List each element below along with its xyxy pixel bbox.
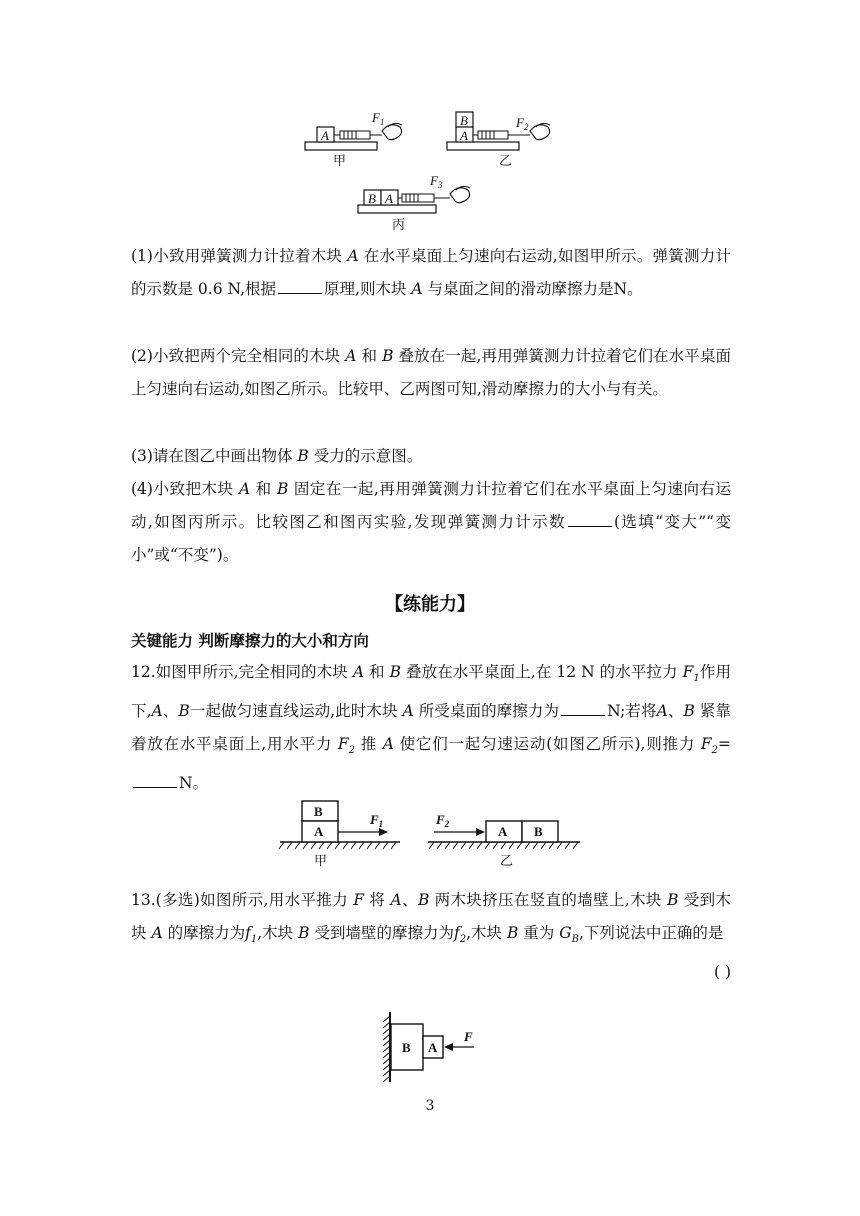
q12-c: 叠放在水平桌面上,在 12 N 的水平拉力 [406,663,678,681]
q13-f: 的摩擦力为 [167,924,246,942]
q13-d: 两木块挤压在竖直的墙壁上,木块 [434,891,662,909]
q12-g: 所受桌面的摩擦力为 [418,702,560,721]
fig2-jia-block-b: B [314,804,323,819]
q11-part1 [131,240,731,306]
q13-gb: $G_B$ [559,924,579,946]
fig2-yi-block-a: A [498,824,508,839]
q11-p4-c: 固定在一起,再用弹簧测力计拉着它们在水平桌面上匀速向右运动,如图丙所示。比较图乙和图丙实验,发现弹簧测力计示数 [131,480,731,531]
q12-d: 作用下, [131,663,731,721]
q13-b: 将 [369,891,386,909]
q13-f2: $f_2$ [453,924,467,946]
fig2-yi-block-b: B [534,824,543,839]
fig1-bing-block-a: A [385,191,393,206]
q11-p2-d: 有关。 [621,380,668,398]
q13-a: 13.(多选)如图所示,用水平推力 [131,891,349,909]
q11-p1-var-a: A [347,247,359,265]
q12-var-a5: A [382,735,394,754]
q11-p2-b: 和 [361,347,378,365]
q13-c: 、 [401,891,418,909]
fig2-force-f1: $F_1$ [370,812,384,829]
q13-var-f: F [353,891,365,909]
q11-p4-var-b: B [277,480,289,498]
q12-var-a: A [352,663,365,681]
q11-p3-a: (3)请在图乙中画出物体 [131,447,293,465]
figure-spring-scale-experiments [290,105,590,235]
fig1-force-f2: $F_2$ [516,115,529,132]
fig1-block-a: A [321,128,329,143]
fig2-force-f2: $F_2$ [436,812,450,829]
q11-part3 [131,440,731,473]
q13-i: ,木块 [466,924,503,942]
q11-part2 [131,340,731,406]
q13-f1: $f_1$ [245,924,258,946]
q12-blank1[interactable] [561,714,605,716]
q12-f2b: $F_2$ [700,735,718,757]
q11-p3-var-b: B [297,447,309,465]
q13-k: ,下列说法中正确的是 [578,924,724,942]
q12-var-a2: A [151,702,163,721]
fig2-label-yi: 乙 [500,853,514,868]
q13-e: 受到木块 [131,891,731,942]
q11-p1-b: 在水平桌面上匀速向右运动,如图甲所示。弹簧测力计的示数是 0.6 N,根据 [131,247,731,298]
q12-j: 紧靠着放在水平桌面上,用水平力 [131,702,731,754]
q13-j: 重为 [523,924,555,942]
q12-f: 一起做匀速直线运动,此时木块 [189,702,398,721]
q11-p4-b: 和 [255,480,272,498]
q12-var-b3: B [683,702,695,721]
q11-part4 [131,473,731,572]
fig2-yi [428,812,580,868]
q12-f2: $F_2$ [337,735,355,757]
q12-f1: $F_1$ [682,663,700,685]
q13-var-b2: B [667,891,679,909]
fig1-yi-block-a: A [460,128,468,143]
figure-wall-blocks [370,1010,490,1084]
q11-p4-d: (选填“变大”“变小”或“不变”)。 [131,513,731,564]
q13-var-b: B [417,891,430,909]
q12-var-b2: B [178,702,190,721]
question-13 [131,884,731,989]
q12-var-a4: A [656,702,668,721]
fig1-bing-block-b: B [368,191,376,206]
q12-k: 推 [360,735,378,754]
q13-var-b3: B [298,924,310,942]
q11-p1-blank1[interactable] [278,292,322,294]
fig1-bing [358,173,470,232]
q13-answer-paren[interactable]: ( ) [713,963,731,982]
q12-b: 和 [369,663,385,681]
question-12 [131,656,731,800]
q12-h: N;若将 [607,702,657,721]
q11-p2-var-a: A [345,347,357,365]
figure-stacked-blocks [278,796,584,874]
q12-l: 使它们一起匀速运动(如图乙所示),则推力 [399,735,696,754]
fig1-yi-block-b: B [460,113,468,128]
fig1-label-yi: 乙 [499,153,513,168]
q11-p2-a: (2)小致把两个完全相同的木块 [131,347,341,365]
q13-var-a: A [390,891,402,909]
fig3-block-b: B [402,1040,411,1055]
fig1-jia [305,110,402,168]
q12-e: 、 [162,702,179,721]
fig3-force-f: F [464,1029,473,1044]
q11-p4-a: (4)小致把木块 [131,480,234,498]
q12-a: 12.如图甲所示,完全相同的木块 [131,663,348,681]
subheading: 关键能力 判断摩擦力的大小和方向 [131,632,369,650]
section-title: 【练能力】 [385,594,475,615]
fig2-jia [279,801,400,868]
page-number: 3 [425,1098,435,1114]
q11-p4-var-a: A [238,480,251,498]
fig1-force-f1: $F_1$ [372,110,385,127]
q12-n: N。 [179,774,209,793]
q13-var-b4: B [506,924,519,942]
q11-p4-blank[interactable] [568,525,612,527]
q11-p1-var-a2: A [411,280,423,298]
q11-p3-b: 受力的示意图。 [313,447,423,465]
q12-var-a3: A [402,702,414,721]
q12-m: = [717,735,731,754]
fig1-force-f3: $F_3$ [430,173,443,190]
fig1-label-bing: 丙 [392,217,406,232]
fig3-block-a: A [428,1040,438,1055]
fig1-yi [447,112,550,168]
q11-p1-d: 与桌面之间的滑动摩擦力是 [427,280,614,298]
q12-var-b: B [389,663,402,681]
q13-g: ,木块 [257,924,294,942]
q13-h: 受到墙壁的摩擦力为 [314,924,454,942]
q13-var-a2: A [151,924,163,942]
fig1-label-jia: 甲 [333,153,347,168]
q11-p1-c: 原理,则木块 [324,280,407,298]
q11-p1-e: N。 [613,280,643,298]
fig2-jia-block-a: A [314,824,324,839]
fig2-label-jia: 甲 [314,853,328,868]
q11-p2-var-b: B [382,347,394,365]
q11-p1-a: (1)小致用弹簧测力计拉着木块 [131,247,343,265]
q12-blank2[interactable] [133,786,177,788]
q12-i: 、 [667,702,684,721]
q11-p2-c: 叠放在一起,再用弹簧测力计拉着它们在水平桌面上匀速向右运动,如图乙所示。比较甲、乙两图可知,滑动摩擦力的大小与 [131,347,731,398]
